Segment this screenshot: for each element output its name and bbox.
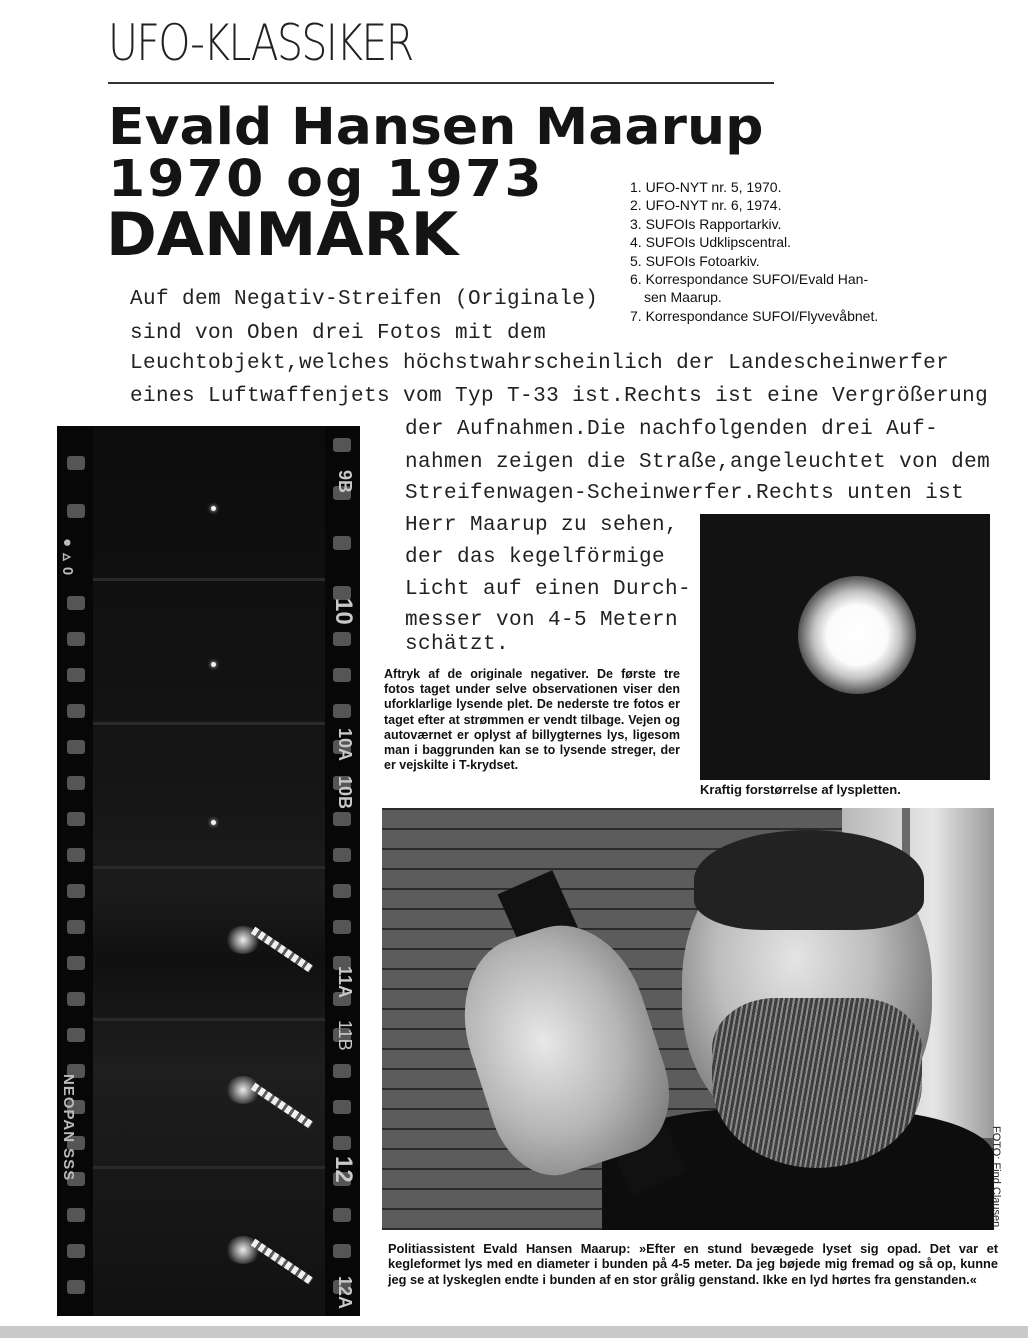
typed-note-line: Leuchtobjekt,welches höchstwahrscheinlich der Landescheinwerfer	[130, 352, 950, 375]
typed-note-line: eines Luftwaffenjets vom Typ T-33 ist.Rechts ist eine Vergrößerung	[130, 385, 989, 408]
witness-portrait-photo	[382, 808, 994, 1230]
reference-item: 1. UFO-NYT nr. 5, 1970.	[630, 179, 782, 195]
typed-note-line: der das kegelförmige	[405, 546, 666, 569]
frame-number: 10A	[335, 728, 355, 762]
typed-note-line: Streifenwagen-Scheinwerfer.Rechts unten ist	[405, 482, 965, 505]
reference-item: 4. SUFOIs Udklipscentral.	[630, 234, 792, 251]
reference-item: 3. SUFOIs Rapportarkiv.	[630, 215, 782, 232]
frame-number: 12	[330, 1156, 357, 1183]
reference-item-continuation: sen Maarup.	[644, 289, 722, 306]
film-brand-edge: NEOPAN SSS	[60, 1074, 77, 1182]
reference-item: 5. SUFOIs Fotoarkiv.	[630, 252, 760, 269]
typed-note-line: schätzt.	[405, 633, 510, 656]
typed-note-line: der Aufnahmen.Die nachfolgenden drei Auf-	[405, 418, 939, 441]
frame-divider	[93, 1018, 325, 1021]
photo-credit: FOTO: Find Clausen.	[990, 1126, 1002, 1231]
frame-number: 12A	[335, 1276, 355, 1310]
frame-divider	[93, 722, 325, 725]
typed-note-line: Licht auf einen Durch-	[405, 578, 692, 601]
negatives-caption: Aftryk af de originale negativer. De første tre fotos taget under selve observationen viser den uforklarlige lysende plet. De nederste tre fotos er taget efter at strømmen er vendt tilbage. Vejen og autoværnet er oplyst af billygternes lys, ligesom man i baggrunden kan se to lysende streger, der er vejskilte i T-krydset.	[384, 667, 680, 773]
typed-note-line: messer von 4-5 Metern	[405, 609, 679, 632]
film-frames	[93, 426, 325, 1316]
frame-number: 11A	[335, 966, 355, 999]
headline-country: DANMARK	[106, 200, 459, 270]
scan-bottom-edge	[0, 1326, 1028, 1338]
section-kicker: UFO-KLASSIKER	[108, 14, 413, 72]
light-spot	[211, 506, 216, 511]
light-spot	[211, 820, 216, 825]
film-edge-marks: ● ▵ 0	[59, 538, 76, 577]
typed-note-line: Herr Maarup zu sehen,	[405, 514, 679, 537]
frame-divider	[93, 1166, 325, 1169]
frame-number: 11B	[335, 1020, 355, 1051]
frame-divider	[93, 578, 325, 581]
reference-list	[630, 178, 930, 325]
frame-number: 9B	[335, 470, 355, 494]
frame-number: 10B	[335, 776, 355, 810]
frame-number: 10	[330, 598, 357, 625]
portrait-caption: Politiassistent Evald Hansen Maarup: »Efter en stund bevægede lyset sig opad. Det var et kegleformet lys med en diameter i bunden på 4-5 meter. Da jeg bøjede mig fremad og så op, kunne jeg se at lyskeglen endte i bunden af en stor grålig genstand. Ikke en lyd hørtes fra genstanden.«	[388, 1241, 998, 1287]
light-spot-enlarged	[798, 576, 916, 694]
typed-note-line: Auf dem Negativ-Streifen (Originale)	[130, 288, 599, 311]
enlargement-caption: Kraftig forstørrelse af lyspletten.	[700, 782, 901, 797]
typed-note-line: sind von Oben drei Fotos mit dem	[130, 322, 547, 345]
frame-divider	[93, 866, 325, 869]
headline-years: 1970 og 1973	[108, 150, 544, 209]
headline-name: Evald Hansen Maarup	[108, 98, 764, 157]
negative-filmstrip-photo	[57, 426, 360, 1316]
enlarged-light-spot-photo	[700, 514, 990, 780]
typed-note-line: nahmen zeigen die Straße,angeleuchtet von dem	[405, 451, 991, 474]
reference-item: 6. Korrespondance SUFOI/Evald Han-	[630, 271, 869, 288]
kicker-rule	[108, 82, 774, 84]
light-spot	[211, 662, 216, 667]
reference-item: 2. UFO-NYT nr. 6, 1974.	[630, 197, 782, 214]
reference-item: 7. Korrespondance SUFOI/Flyvevåbnet.	[630, 307, 879, 324]
